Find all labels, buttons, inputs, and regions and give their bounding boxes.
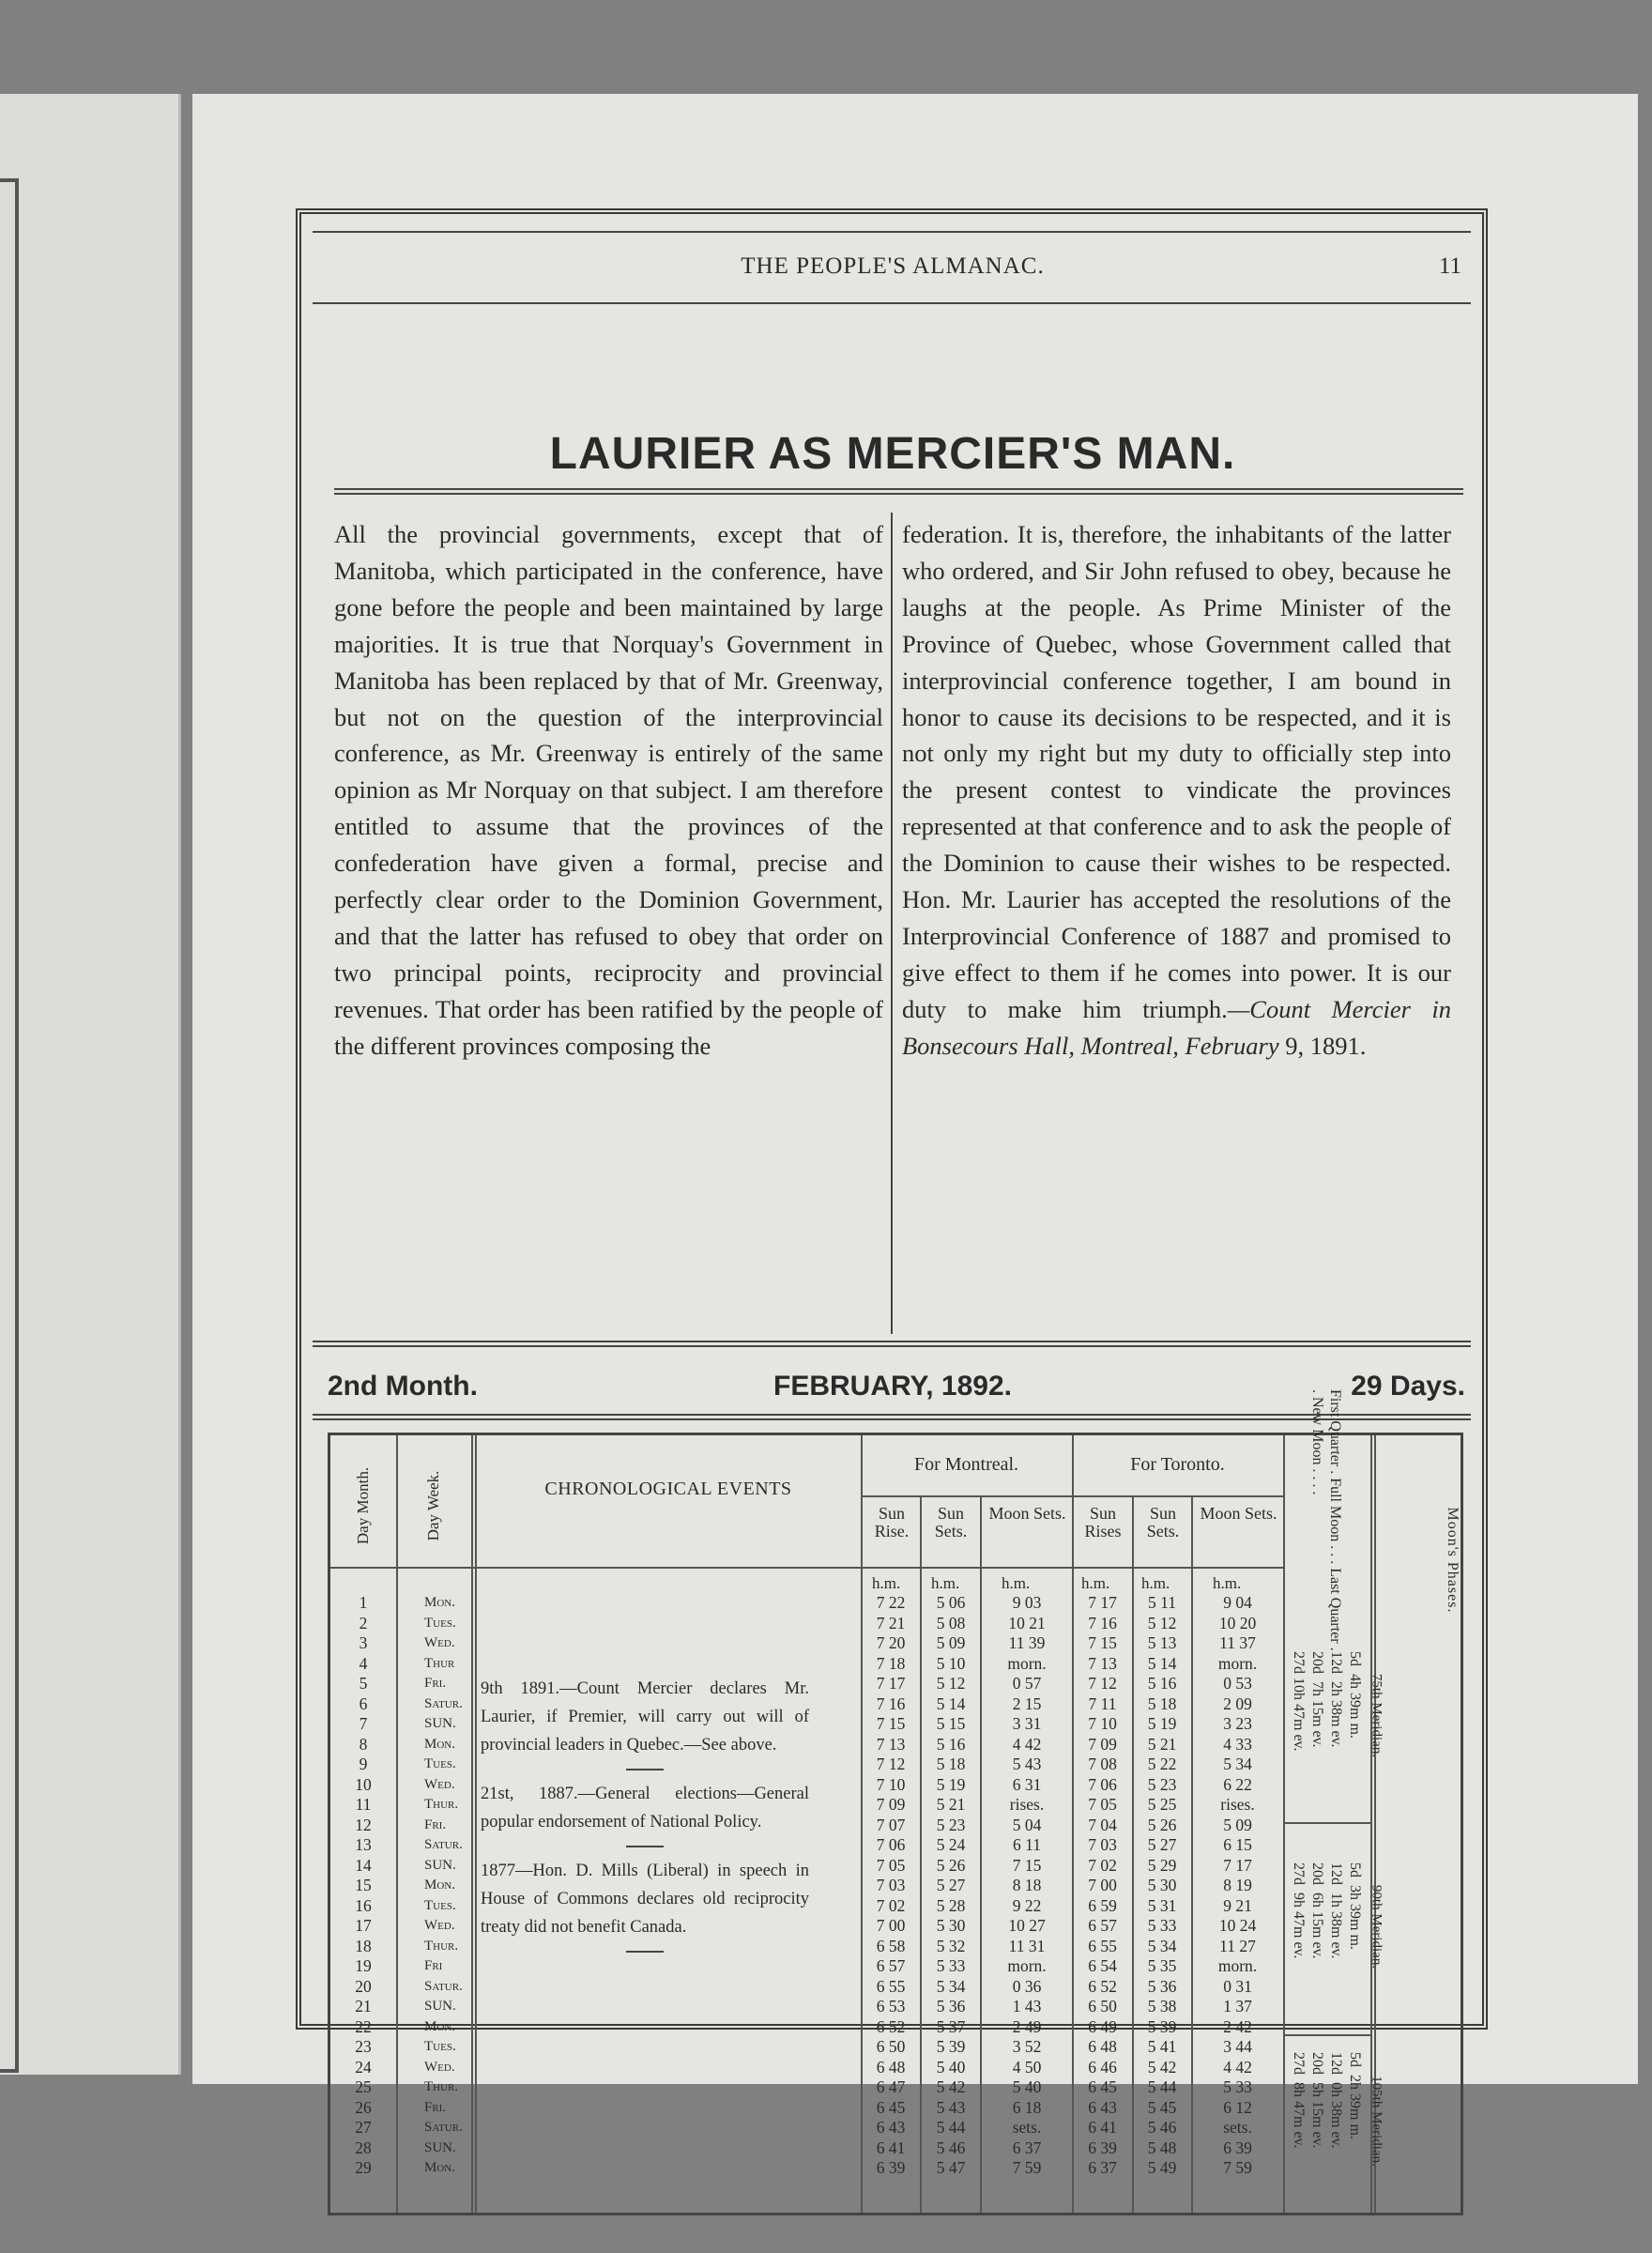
meridian-label: 75th Meridian. xyxy=(1369,1673,1384,1758)
left-column-text: All the provincial governments, except that of Manitoba, which participated in the conference, have gone before the people and been maintained by large majorities. It is true that Norquay's Government in Manitoba has been replaced by that of Mr. Greenway, but not on the question of the interprovincial conference, as Mr. Greenway is entirely of the same opinion as Mr Norquay on that subject. I am therefore entitled to assume that the provinces of the confederation have given a formal, precise and perfectly clear order to the Dominion Government, and that the latter has refused to obey that order on two principal points, reciprocity and provincial revenues. That order has been ratified by the people of the different provinces composing the xyxy=(334,520,883,1060)
unit-label: h.m. xyxy=(1002,1574,1031,1592)
top-rule xyxy=(313,231,1471,233)
unit-label: h.m. xyxy=(1213,1574,1242,1592)
meridian-times: 5d 4h 39m m. 12d 2h 38m ev. 20d 7h 15m ev. 27d 10h 47m ev. xyxy=(1291,1651,1363,1752)
unit-label: h.m. xyxy=(872,1574,901,1592)
toronto-label: For Toronto. xyxy=(1130,1454,1225,1475)
montreal-sun-rise-header: Sun Rise. xyxy=(874,1504,910,1540)
facing-page-border xyxy=(0,178,19,2073)
unit-label: h.m. xyxy=(1141,1574,1170,1592)
month-rule-bottom xyxy=(313,1414,1471,1420)
montreal-moon-sets-header: Moon Sets. xyxy=(988,1504,1066,1523)
event-divider xyxy=(626,1846,664,1847)
montreal-label: For Montreal. xyxy=(913,1454,1019,1475)
toronto-moon-sets-header: Moon Sets. xyxy=(1200,1504,1277,1523)
page-number: 11 xyxy=(1438,253,1461,279)
header-bottom-rule xyxy=(330,1567,1283,1569)
day-of-month-column: 1 2 3 4 5 6 7 8 9 10 11 12 13 14 15 16 17 18 19 20 21 22 23 24 25 26 27 28 29 xyxy=(355,1593,372,2177)
unit-label: h.m. xyxy=(1081,1574,1110,1592)
month-ordinal: 2nd Month. xyxy=(328,1371,478,1402)
chronological-events xyxy=(481,1675,809,1962)
group-rule xyxy=(861,1495,1283,1497)
montreal-moon-sets-column: 9 03 10 21 11 39 morn. 0 57 2 15 3 31 4 42 5 43 6 31 rises. 5 04 6 11 7 15 8 18 9 22 10 27 11 31 morn. 0 36 1 43 2 49 3 52 4 50 5 40 6 18 sets. 6 37 7 59 xyxy=(1007,1593,1047,2177)
toronto-moon-sets-column: 9 04 10 20 11 37 morn. 0 53 2 09 3 23 4 33 5 34 6 22 rises. 5 09 6 15 7 17 8 19 9 21 10 24 11 27 morn. 0 31 1 37 2 42 3 44 4 42 5 33 6 12 sets. 6 39 7 59 xyxy=(1217,1593,1258,2177)
unit-label: h.m. xyxy=(931,1574,960,1592)
citation-date: 9, 1891. xyxy=(1285,1031,1367,1060)
headline-rule xyxy=(334,488,1463,495)
toronto-sun-rises-header: Sun Rises xyxy=(1084,1504,1122,1540)
article-headline: LAURIER AS MERCIER'S MAN. xyxy=(549,429,1236,479)
col-day-month: Day Month. xyxy=(354,1466,372,1545)
article-citation: —Count Mercier in Bonsecours Hall, Montreal, February xyxy=(902,994,1451,1060)
montreal-sun-sets-header: Sun Sets. xyxy=(934,1504,968,1540)
col-day-week: Day Week. xyxy=(424,1470,442,1541)
event-entry: 1877—Hon. D. Mills (Liberal) in speech in House of Commons declares old reciprocity treaty did not benefit Canada. xyxy=(481,1862,809,1937)
month-rule-top xyxy=(313,1341,1471,1347)
montreal-sun-rise-column: 7 22 7 21 7 20 7 18 7 17 7 16 7 15 7 13 7 12 7 10 7 09 7 07 7 06 7 05 7 03 7 02 7 00 6 58 6 57 6 55 6 53 6 52 6 50 6 48 6 47 6 45 6 43 6 41 6 39 xyxy=(876,1593,906,2177)
event-divider xyxy=(626,1769,664,1770)
meridian-label: 105th Meridian. xyxy=(1369,2076,1384,2167)
running-title: THE PEOPLE'S ALMANAC. xyxy=(741,253,1045,279)
right-column-text: federation. It is, therefore, the inhabitants of the latter who ordered, and Sir John refused to obey, because he laughs at the people. As Prime Minister of the Province of Quebec, whose Government called that interprovincial conference together, I am bound in honor to cause its decisions to be respected, and it is not only my right but my duty to officially step into the present contest to vindicate the provinces represented at that conference and to ask the people of the Dominion to cause their wishes to be respected. Hon. Mr. Laurier has accepted the resolutions of the Interprovincial Conference of 1887 and promised to give effect to them if he comes into power. It is our duty to make him triumph.—Count Mercier in Bonsecours Hall, Montreal, February 9, 1891. xyxy=(902,520,1451,1060)
event-divider xyxy=(626,1951,664,1953)
month-title: FEBRUARY, 1892. xyxy=(773,1371,1012,1402)
meridian-label: 90th Meridian. xyxy=(1369,1884,1384,1969)
meridian-times: 5d 2h 39m m. 12d 0h 38m ev. 20d 5h 15m ev. 27d 8h 47m ev. xyxy=(1291,2052,1363,2149)
event-entry: 21st, 1887.—General elections—General popular endorsement of National Policy. xyxy=(481,1785,809,1832)
divider xyxy=(1283,1435,1285,2213)
phase-names: First Quarter . Full Moon . . . Last Quarter . . New Moon . . . . xyxy=(1309,1389,1343,1651)
article-right-column xyxy=(902,516,1451,1065)
toronto-sun-rises-column: 7 17 7 16 7 15 7 13 7 12 7 11 7 10 7 09 7 08 7 06 7 05 7 04 7 03 7 02 7 00 6 59 6 57 6 55 6 54 6 52 6 50 6 49 6 48 6 46 6 45 6 43 6 41 6 39 6 37 xyxy=(1088,1593,1117,2177)
header-rule xyxy=(313,302,1471,304)
almanac-page xyxy=(192,94,1638,2177)
event-entry: 9th 1891.—Count Mercier declares Mr. Laurier, if Premier, will carry out will of provincial leaders in Quebec.—See above. xyxy=(481,1679,809,1755)
meridian-times: 5d 3h 39m m. 12d 1h 38m ev. 20d 6h 15m ev. 27d 9h 47m ev. xyxy=(1291,1862,1363,1959)
toronto-sun-sets-column: 5 11 5 12 5 13 5 14 5 16 5 18 5 19 5 21 5 22 5 23 5 25 5 26 5 27 5 29 5 30 5 31 5 33 5 34 5 35 5 36 5 38 5 39 5 41 5 42 5 44 5 45 5 46 5 48 5 49 xyxy=(1147,1593,1177,2177)
month-days: 29 Days. xyxy=(1351,1371,1465,1402)
month-bar xyxy=(301,1371,1482,1408)
montreal-sun-sets-column: 5 06 5 08 5 09 5 10 5 12 5 14 5 15 5 16 5 18 5 19 5 21 5 23 5 24 5 26 5 27 5 28 5 30 5 32 5 33 5 34 5 36 5 37 5 39 5 40 5 42 5 43 5 44 5 46 5 47 xyxy=(936,1593,966,2177)
toronto-sun-sets-header: Sun Sets. xyxy=(1146,1504,1180,1540)
divider xyxy=(396,1435,398,2213)
article-left-column xyxy=(334,516,883,1065)
page-frame xyxy=(296,208,1488,2177)
day-of-week-column: Mon. Tues. Wed. Thur Fri. Satur. SUN. Mon. Tues. Wed. Thur. Fri. Satur. SUN. Mon. Tues. Wed. Thur. Fri Satur. SUN. Mon. Tues. Wed. Thur. Fri. Satur. SUN. Mon. xyxy=(424,1595,463,2175)
moon-phases-label: Moon's Phases. xyxy=(1445,1507,1461,1614)
column-divider xyxy=(891,513,893,1334)
col-events-header: CHRONOLOGICAL EVENTS xyxy=(544,1479,792,1499)
facing-page-edge xyxy=(0,94,181,2075)
calendar-table xyxy=(328,1389,1463,2215)
